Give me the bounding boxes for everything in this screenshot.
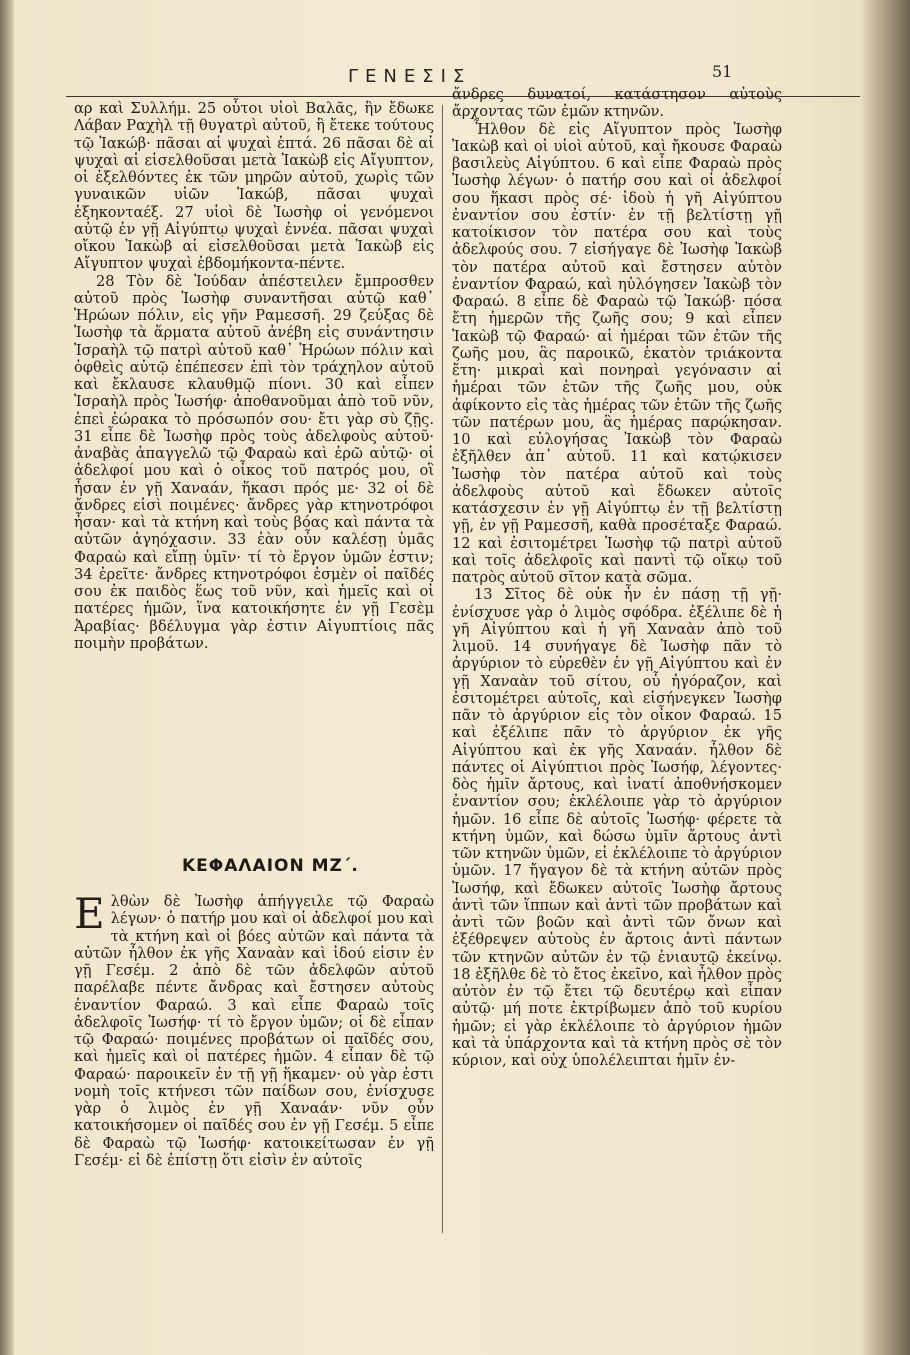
chapter-opening-paragraph [74, 889, 434, 1169]
right-paragraph-3: 13 Σῖτος δὲ οὐκ ἦν ἐν πάσῃ τῇ γῇ· ἐνίσχυσε γὰρ ὁ λιμὸς σφόδρα. ἐξέλιπε δὲ ἡ γῆ Αἰγύπτου καὶ ἡ γῆ Χαναὰν ἀπὸ τοῦ λιμοῦ. 14 συνήγαγε δὲ Ἰωσὴφ πᾶν τὸ ἀργύριον τὸ εὑρεθὲν ἐν γῇ Αἰγύπτου καὶ ἐν γῇ Χαναὰν τοῦ σίτου, οὗ ἠγόραζον, καὶ ἐσιτομέτρει αὐτοῖς, καὶ εἰσήνεγκεν Ἰωσὴφ πᾶν τὸ ἀργύριον εἰς τὸν οἶκον Φαραώ. 15 καὶ ἐξέλιπε πᾶν τὸ ἀργύριον ἐκ γῆς Αἰγύπτου καὶ ἐκ γῆς Χαναάν. ἦλθον δὲ πάντες οἱ Αἰγύπτιοι πρὸς Ἰωσήφ, λέγοντες· δὸς ἡμῖν ἄρτους, καὶ ἱνατί ἀποθνήσκομεν ἐναντίον σου; ἐκλέλοιπε γὰρ τὸ ἀργύριον ἡμῶν. 16 εἶπε δὲ αὐτοῖς Ἰωσήφ· φέρετε τὰ κτήνη ὑμῶν, καὶ δώσω ὑμῖν ἄρτους ἀντὶ τῶν κτηνῶν ὑμῶν, εἰ ἐκλέλοιπε τὸ ἀργύριον ὑμῶν. 17 ἤγαγον δὲ τὰ κτήνη αὐτῶν πρὸς Ἰωσήφ, καὶ ἔδωκεν αὐτοῖς Ἰωσὴφ ἄρτους ἀντὶ τῶν ἵππων καὶ ἀντὶ τῶν προβάτων καὶ ἀντὶ τῶν βοῶν καὶ ἀντὶ τῶν ὄνων καὶ ἐξέθρεψεν αὐτοὺς ἐν ἄρτοις ἀντὶ πάντων τῶν κτηνῶν αὐτῶν ἐν τῷ ἐνιαυτῷ ἐκείνῳ. 18 ἐξῆλθε δὲ τὸ ἔτος ἐκεῖνο, καὶ ἦλθον πρὸς αὐτὸν ἐν τῷ ἔτει τῷ δευτέρῳ καὶ εἶπαν αὐτῷ· μή ποτε ἐκτρίβωμεν ἀπὸ τοῦ κυρίου ἡμῶν; εἰ γὰρ ἐκλέλοιπε τὸ ἀργύριον ἡμῶν καὶ τὰ ὑπάρχοντα καὶ τὰ κτήνη πρὸς σὲ τὸν κύριον, καὶ οὐχ ὑπολέλειπται ἡμῖν ἐν- [452, 586, 782, 1069]
left-paragraph-3: λθὼν δὲ Ἰωσὴφ ἀπήγγειλε τῷ Φαραὼ λέγων· ὁ πατήρ μου καὶ οἱ ἀδελφοί μου καὶ τὰ κτήνη καὶ οἱ βόες αὐτῶν καὶ πάντα τὰ αὐτῶν ἦλθον ἐκ γῆς Χαναὰν καὶ ἰδού εἰσιν ἐν γῇ Γεσέμ. 2 ἀπὸ δὲ τῶν ἀδελφῶν αὐτοῦ παρέλαβε πέντε ἄνδρας καὶ ἔστησεν αὐτοὺς ἐναντίον Φαραώ. 3 καὶ εἶπε Φαραὼ τοῖς ἀδελφοῖς Ἰωσήφ· τί τὸ ἔργον ὑμῶν; οἱ δὲ εἶπαν τῷ Φαραώ· ποιμένες προβάτων οἱ παῖδές σου, καὶ ἡμεῖς καὶ οἱ πατέρες ἡμῶν. 4 εἶπαν δὲ τῷ Φαραώ· παροικεῖν ἐν τῇ γῇ ἥκαμεν· οὐ γὰρ ἐστι νομὴ τοῖς κτήνεσι τῶν παίδων σου, ἐνίσχυσε γὰρ ὁ λιμὸς ἐν γῇ Χαναάν· νῦν οὖν κατοικήσομεν οἱ παῖδές σου ἐν γῇ Γεσέμ. 5 εἶπε δὲ Φαραὼ τῷ Ἰωσήφ· κατοικείτωσαν ἐν γῇ Γεσέμ· εἰ δὲ ἐπίστῃ ὅτι εἰσὶν ἐν αὐτοῖς [74, 893, 434, 1169]
running-title: ΓΕΝΕΣΙΣ [348, 66, 472, 87]
right-paragraph-1: ἄνδρες δυνατοί, κατάστησον αὐτοὺς ἄρχοντας τῶν ἐμῶν κτηνῶν. [452, 86, 782, 121]
column-separator [442, 105, 443, 1233]
left-paragraph-2: 28 Τὸν δὲ Ἰούδαν ἀπέστειλεν ἔμπροσθεν αὐτοῦ πρὸς Ἰωσὴφ συναντῆσαι αὐτῷ καθ᾿ Ἡρώων πόλιν, εἰς γῆν Ραμεσσῆ. 29 ζεύξας δὲ Ἰωσὴφ τὰ ἅρματα αὐτοῦ ἀνέβη εἰς συνάντησιν Ἰσραὴλ τῷ πατρὶ αὐτοῦ καθ᾿ Ἡρώων πόλιν καὶ ὀφθεὶς αὐτῷ ἐπέπεσεν ἐπὶ τὸν τράχηλον αὐτοῦ καὶ ἔκλαυσε κλαυθμῷ πίονι. 30 καὶ εἶπεν Ἰσραὴλ πρὸς Ἰωσήφ· ἀποθανοῦμαι ἀπὸ τοῦ νῦν, ἐπεὶ ἑώρακα τὸ πρόσωπόν σου· ἔτι γὰρ σὺ ζῇς. 31 εἶπε δὲ Ἰωσὴφ πρὸς τοὺς ἀδελφοὺς αὐτοῦ· ἀναβὰς ἀπαγγελῶ τῷ Φαραὼ καὶ ἐρῶ αὐτῷ· οἱ ἀδελφοί μου καὶ ὁ οἶκος τοῦ πατρός μου, οἳ ἦσαν ἐν γῇ Χαναάν, ἥκασι πρός με· 32 οἱ δὲ ἄνδρες εἰσὶ ποιμένες· ἄνδρες γὰρ κτηνοτρόφοι ἦσαν· καὶ τὰ κτήνη καὶ τοὺς βόας καὶ πάντα τὰ αὐτῶν ἀγηόχασιν. 33 ἐὰν οὖν καλέσῃ ὑμᾶς Φαραὼ καὶ εἴπῃ ὑμῖν· τί τὸ ἔργον ὑμῶν ἐστιν; 34 ἐρεῖτε· ἄνδρες κτηνοτρόφοι ἐσμὲν οἱ παῖδές σου ἐκ παιδὸς ἕως τοῦ νῦν, καὶ ἡμεῖς καὶ οἱ πατέρες ἡμῶν, ἵνα κατοικήσητε ἐν γῇ Γεσὲμ Ἀραβίας· βδέλυγμα γὰρ ἐστιν Αἰγυπτίοις πᾶς ποιμὴν προβάτων. [74, 272, 434, 652]
left-paragraph-1: αρ καὶ Συλλήμ. 25 οὗτοι υἱοὶ Βαλᾶς, ἣν ἔδωκε Λάβαν Ραχὴλ τῇ θυγατρὶ αὐτοῦ, ἣ ἔτεκε τούτους τῷ Ἰακώβ· πᾶσαι αἱ ψυχαὶ ἑπτά. 26 πᾶσαι δὲ αἱ ψυχαὶ αἱ εἰσελθοῦσαι μετὰ Ἰακὼβ εἰς Αἴγυπτον, οἱ ἐξελθόντες ἐκ τῶν μηρῶν αὐτοῦ, χωρὶς τῶν γυναικῶν υἱῶν Ἰακώβ, πᾶσαι ψυχαὶ ἑξηκονταέξ. 27 υἱοὶ δὲ Ἰωσὴφ οἱ γενόμενοι αὐτῷ ἐν γῇ Αἰγύπτῳ ψυχαὶ ἐννέα. πᾶσαι ψυχαὶ οἴκου Ἰακὼβ αἱ εἰσελθοῦσαι μετὰ Ἰακὼβ εἰς Αἴγυπτον ψυχαὶ ἑβδομήκοντα-πέντε. [74, 100, 434, 273]
left-column [74, 100, 434, 652]
right-column [452, 86, 782, 1069]
chapter-heading: ΚΕΦΑΛΑΙΟΝ ΜΖ΄. [182, 856, 359, 876]
page-edge-shadow [860, 0, 910, 1355]
page-number: 51 [712, 62, 733, 81]
binding-gutter [0, 0, 14, 1355]
right-paragraph-2: Ἦλθον δὲ εἰς Αἴγυπτον πρὸς Ἰωσὴφ Ἰακὼβ καὶ οἱ υἱοὶ αὐτοῦ, καὶ ἤκουσε Φαραὼ βασιλεὺς Αἰγύπτου. 6 καὶ εἶπε Φαραὼ πρὸς Ἰωσὴφ λέγων· ὁ πατήρ σου καὶ οἱ ἀδελφοί σου ἥκασι πρὸς σέ· ἰδοὺ ἡ γῆ Αἰγύπτου ἐναντίον σου ἐστίν· ἐν τῇ βελτίστῃ γῇ κατοίκισον τὸν πατέρα σου καὶ τοὺς ἀδελφούς σου. 7 εἰσήγαγε δὲ Ἰωσὴφ Ἰακὼβ τὸν πατέρα αὐτοῦ καὶ ἔστησεν αὐτὸν ἐναντίον Φαραώ, καὶ ηὐλόγησεν Ἰακὼβ τὸν Φαραώ. 8 εἶπε δὲ Φαραὼ τῷ Ἰακώβ· πόσα ἔτη ἡμερῶν τῆς ζωῆς σου; 9 καὶ εἶπεν Ἰακὼβ τῷ Φαραώ· αἱ ἡμέραι τῶν ἐτῶν τῆς ζωῆς μου, ἃς παροικῶ, ἑκατὸν τριάκοντα ἔτη· μικραὶ καὶ πονηραὶ γεγόνασιν αἱ ἡμέραι τῶν ἐτῶν τῆς ζωῆς μου, οὐκ ἀφίκοντο εἰς τὰς ἡμέρας τῶν ἐτῶν τῆς ζωῆς τῶν πατέρων μου, ἃς ἡμέρας παρῴκησαν. 10 καὶ εὐλογήσας Ἰακὼβ τὸν Φαραὼ ἐξῆλθεν ἀπ᾿ αὐτοῦ. 11 καὶ κατῴκισεν Ἰωσὴφ τὸν πατέρα αὐτοῦ καὶ τοὺς ἀδελφοὺς αὐτοῦ καὶ ἔδωκεν αὐτοῖς κατάσχεσιν ἐν γῇ Αἰγύπτῳ ἐν τῇ βελτίστῃ γῇ, ἐν γῇ Ραμεσσῆ, καθὰ προσέταξε Φαραώ. 12 καὶ ἐσιτομέτρει Ἰωσὴφ τῷ πατρὶ αὐτοῦ καὶ τοῖς ἀδελφοῖς καὶ παντὶ τῷ οἴκῳ τοῦ πατρὸς αὐτοῦ σῖτον κατὰ σῶμα. [452, 120, 782, 586]
drop-cap: Ε [74, 889, 105, 938]
